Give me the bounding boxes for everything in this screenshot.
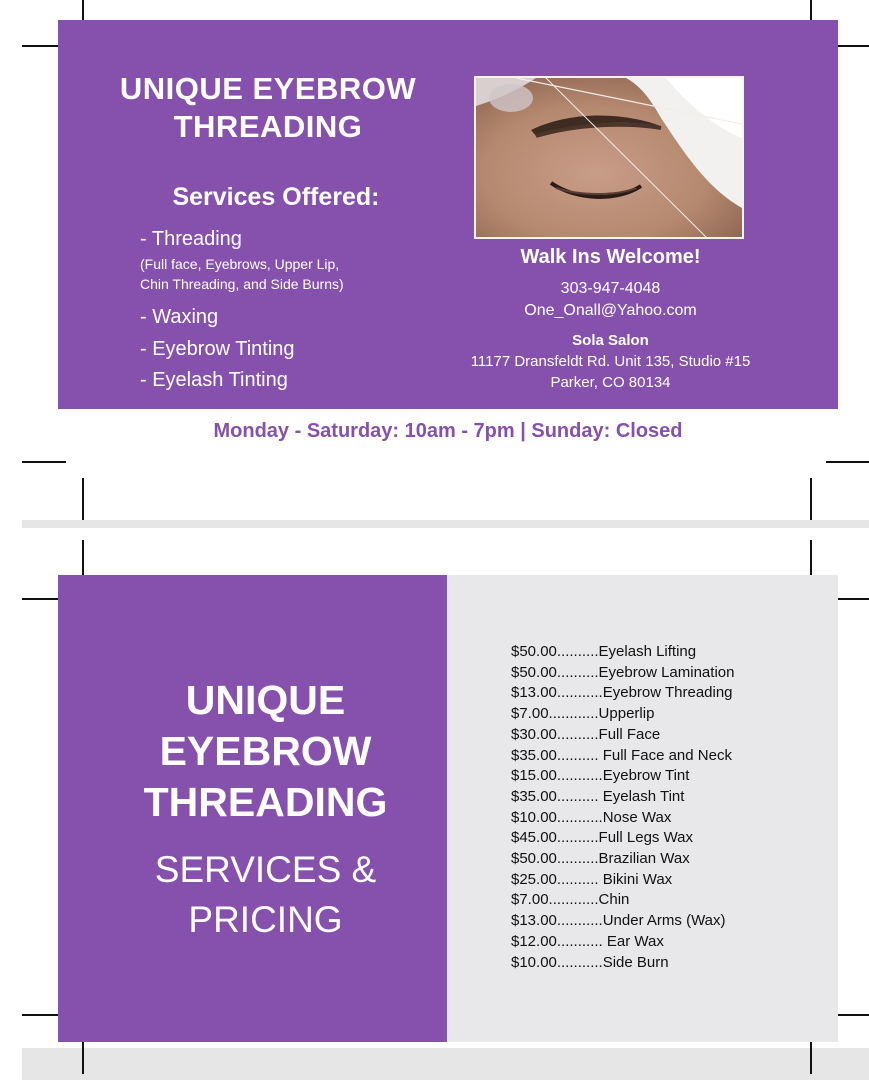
service-item-waxing: - Waxing <box>140 306 219 328</box>
eyebrow-threading-photo <box>474 76 744 239</box>
salon-name: Sola Salon <box>572 332 649 349</box>
back-subtitle-line: SERVICES & <box>154 849 377 890</box>
price-list <box>511 642 734 973</box>
service-note: Chin Threading, and Side Burns) <box>140 276 344 292</box>
service-item-eyelash-tinting: - Eyelash Tinting <box>140 369 288 391</box>
price-item: $10.00...........Side Burn <box>511 953 669 971</box>
business-card-front <box>58 20 838 409</box>
front-title-line: THREADING <box>173 109 363 144</box>
price-item: $35.00.......... Eyelash Tint <box>511 787 685 805</box>
address-line: Parker, CO 80134 <box>550 374 671 391</box>
business-card-back-price-panel <box>447 575 838 1042</box>
price-item: $7.00............Upperlip <box>511 705 655 723</box>
service-item-threading: - Threading <box>140 228 242 250</box>
price-item: $15.00...........Eyebrow Tint <box>511 767 690 785</box>
page-divider <box>22 520 869 528</box>
back-subtitle-line: PRICING <box>188 899 343 940</box>
business-card-back-title-panel <box>58 575 447 1042</box>
price-item: $13.00...........Under Arms (Wax) <box>511 912 726 930</box>
price-item: $13.00...........Eyebrow Threading <box>511 684 733 702</box>
address-line: 11177 Dransfeldt Rd. Unit 135, Studio #15 <box>470 353 751 370</box>
email-address: One_Onall@Yahoo.com <box>524 302 697 319</box>
services-heading: Services Offered: <box>172 183 380 211</box>
back-title <box>58 675 473 828</box>
walk-ins-text: Walk Ins Welcome! <box>520 246 701 268</box>
business-hours: Monday - Saturday: 10am - 7pm | Sunday: Closed <box>213 420 683 442</box>
front-title-line: UNIQUE EYEBROW <box>119 71 417 106</box>
front-title <box>58 70 478 146</box>
back-title-line: UNIQUE <box>185 677 346 723</box>
phone-number: 303-947-4048 <box>560 280 661 297</box>
back-title-line: EYEBROW <box>159 728 372 774</box>
service-item-eyebrow-tinting: - Eyebrow Tinting <box>140 338 295 360</box>
price-item: $12.00........... Ear Wax <box>511 932 664 950</box>
price-item: $35.00.......... Full Face and Neck <box>511 746 732 764</box>
price-item: $25.00.......... Bikini Wax <box>511 870 673 888</box>
page-divider <box>22 1048 869 1080</box>
price-item: $50.00..........Eyebrow Lamination <box>511 663 735 681</box>
service-note: (Full face, Eyebrows, Upper Lip, <box>140 256 340 272</box>
price-item: $50.00..........Brazilian Wax <box>511 850 690 868</box>
price-item: $7.00............Chin <box>511 891 630 909</box>
price-item: $50.00..........Eyelash Lifting <box>511 643 697 660</box>
price-item: $45.00..........Full Legs Wax <box>511 829 694 847</box>
back-title-line: THREADING <box>143 779 388 825</box>
price-item: $10.00...........Nose Wax <box>511 808 672 826</box>
price-item: $30.00..........Full Face <box>511 725 661 743</box>
back-subtitle <box>58 845 473 945</box>
